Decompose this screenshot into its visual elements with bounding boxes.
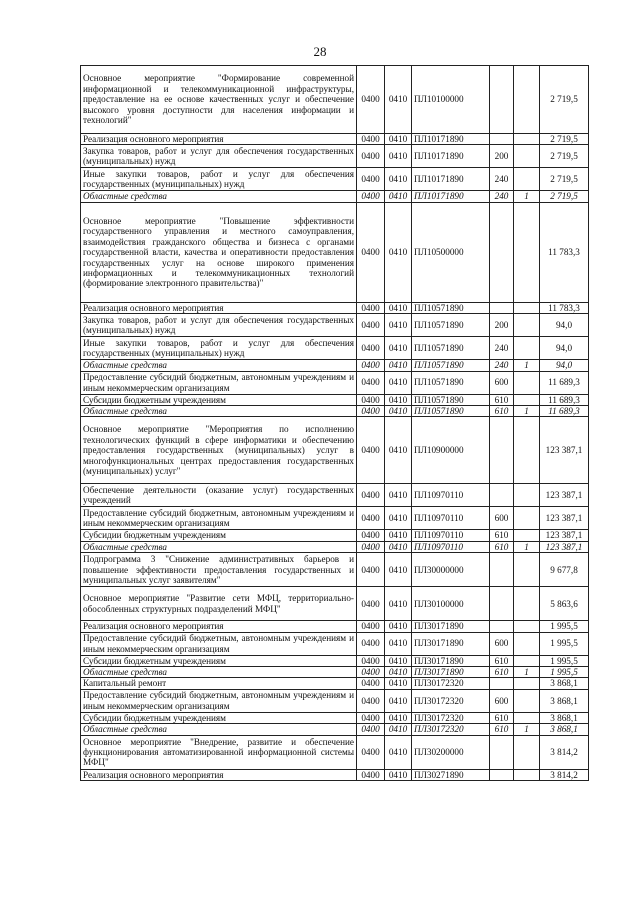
funding-source-code [514,134,540,145]
subsection-code: 0410 [385,667,412,678]
section-code: 0400 [357,587,385,621]
row-name: Областные средства [81,360,357,371]
funding-source-code [514,66,540,134]
row-name: Предоставление субсидий бюджетным, автономным учреждениям и иным некоммерческим организациям [81,689,357,712]
subsection-code: 0410 [385,530,412,541]
table-row [81,678,589,689]
expense-type-code: 610 [490,541,514,552]
table-row [81,134,589,145]
row-name: Закупка товаров, работ и услуг для обеспечения государственных (муниципальных) нужд [81,314,357,337]
funding-source-code: 1 [514,541,540,552]
target-article-code: ПЛ10571890 [412,371,490,394]
funding-source-code [514,769,540,780]
amount: 1 995,5 [540,655,589,666]
amount: 94,0 [540,337,589,360]
expense-type-code: 610 [490,667,514,678]
funding-source-code [514,484,540,507]
row-name: Предоставление субсидий бюджетным, автономным учреждениям и иным некоммерческим организациям [81,632,357,655]
amount: 1 995,5 [540,667,589,678]
subsection-code: 0410 [385,168,412,191]
target-article-code: ПЛ10571890 [412,314,490,337]
subsection-code: 0410 [385,541,412,552]
table-row [81,632,589,655]
expense-type-code [490,134,514,145]
table-row [81,302,589,313]
page-number: 28 [313,44,327,59]
expense-type-code: 240 [490,337,514,360]
target-article-code: ПЛ30172320 [412,689,490,712]
target-article-code: ПЛ10171890 [412,168,490,191]
expense-type-code [490,621,514,632]
amount: 3 868,1 [540,712,589,723]
table-row [81,191,589,202]
section-code: 0400 [357,530,385,541]
expense-type-code: 600 [490,689,514,712]
funding-source-code [514,587,540,621]
subsection-code: 0410 [385,712,412,723]
target-article-code: ПЛ30171890 [412,632,490,655]
funding-source-code [514,314,540,337]
expense-type-code: 610 [490,394,514,405]
row-name: Субсидии бюджетным учреждениям [81,394,357,405]
row-name: Субсидии бюджетным учреждениям [81,712,357,723]
row-name: Областные средства [81,724,357,735]
expense-type-code [490,553,514,587]
section-code: 0400 [357,302,385,313]
funding-source-code [514,302,540,313]
target-article-code: ПЛ10571890 [412,302,490,313]
funding-source-code [514,202,540,302]
target-article-code: ПЛ30171890 [412,655,490,666]
funding-source-code [514,168,540,191]
row-name: Основное мероприятие "Повышение эффективности государственного управления и местного самоуправления, взаимодействия гражданского общества и бизнеса с органами государственной власти, качества и оперативности предоставления государственных услуг на основе широкого применения информационных и телекоммуникационных технологий (формирование электронного правительства)" [81,202,357,302]
target-article-code: ПЛ10171890 [412,191,490,202]
section-code: 0400 [357,655,385,666]
amount: 3 814,2 [540,735,589,769]
subsection-code: 0410 [385,314,412,337]
amount: 9 677,8 [540,553,589,587]
row-name: Иные закупки товаров, работ и услуг для обеспечения государственных (муниципальных) нужд [81,337,357,360]
section-code: 0400 [357,145,385,168]
amount: 2 719,5 [540,168,589,191]
amount: 2 719,5 [540,66,589,134]
section-code: 0400 [357,735,385,769]
amount: 11 783,3 [540,202,589,302]
row-name: Реализация основного мероприятия [81,134,357,145]
table-row [81,168,589,191]
subsection-code: 0410 [385,724,412,735]
funding-source-code [514,394,540,405]
target-article-code: ПЛ30172320 [412,712,490,723]
row-name: Обеспечение деятельности (оказание услуг) государственных учреждений [81,484,357,507]
funding-source-code [514,530,540,541]
table-row [81,587,589,621]
row-name: Закупка товаров, работ и услуг для обеспечения государственных (муниципальных) нужд [81,145,357,168]
target-article-code: ПЛ30172320 [412,724,490,735]
funding-source-code [514,507,540,530]
amount: 123 387,1 [540,507,589,530]
target-article-code: ПЛ10571890 [412,394,490,405]
expense-type-code: 610 [490,530,514,541]
subsection-code: 0410 [385,337,412,360]
subsection-code: 0410 [385,417,412,484]
expense-type-code: 200 [490,314,514,337]
funding-source-code [514,655,540,666]
amount: 3 868,1 [540,678,589,689]
target-article-code: ПЛ10900000 [412,417,490,484]
amount: 123 387,1 [540,484,589,507]
funding-source-code [514,712,540,723]
funding-source-code [514,371,540,394]
table-row [81,553,589,587]
table-row [81,667,589,678]
amount: 1 995,5 [540,621,589,632]
row-name: Предоставление субсидий бюджетным, автономным учреждениям и иным некоммерческим организациям [81,507,357,530]
table-row [81,735,589,769]
amount: 2 719,5 [540,134,589,145]
row-name: Предоставление субсидий бюджетным, автономным учреждениям и иным некоммерческим организациям [81,371,357,394]
table-row [81,417,589,484]
target-article-code: ПЛ10571890 [412,360,490,371]
row-name: Реализация основного мероприятия [81,621,357,632]
section-code: 0400 [357,724,385,735]
table-row [81,530,589,541]
table-row [81,360,589,371]
funding-source-code [514,145,540,168]
expense-type-code [490,484,514,507]
expense-type-code [490,417,514,484]
expense-type-code [490,587,514,621]
row-name: Основное мероприятие "Развитие сети МФЦ, территориально-обособленных структурных подразделений МФЦ" [81,587,357,621]
subsection-code: 0410 [385,735,412,769]
row-name: Основное мероприятие "Внедрение, развитие и обеспечение функционирования автоматизированной информационной системы МФЦ" [81,735,357,769]
target-article-code: ПЛ10571890 [412,337,490,360]
expense-type-code: 610 [490,712,514,723]
table-row [81,621,589,632]
table-row [81,724,589,735]
amount: 3 868,1 [540,724,589,735]
amount: 11 783,3 [540,302,589,313]
subsection-code: 0410 [385,553,412,587]
table-row [81,202,589,302]
table-row [81,769,589,780]
row-name: Иные закупки товаров, работ и услуг для обеспечения государственных (муниципальных) нужд [81,168,357,191]
row-name: Основное мероприятие "Формирование современной информационной и телекоммуникационной инфраструктуры, предоставление на ее основе качественных услуг и обеспечение высокого уровня доступности для населения информации и технологий" [81,66,357,134]
target-article-code: ПЛ10571890 [412,406,490,417]
budget-table [80,65,589,781]
funding-source-code [514,417,540,484]
target-article-code: ПЛ30271890 [412,769,490,780]
row-name: Областные средства [81,541,357,552]
amount: 11 689,3 [540,394,589,405]
subsection-code: 0410 [385,302,412,313]
target-article-code: ПЛ10171890 [412,145,490,168]
amount: 11 689,3 [540,406,589,417]
section-code: 0400 [357,621,385,632]
target-article-code: ПЛ10100000 [412,66,490,134]
amount: 3 814,2 [540,769,589,780]
subsection-code: 0410 [385,655,412,666]
row-name: Субсидии бюджетным учреждениям [81,530,357,541]
row-name: Областные средства [81,191,357,202]
target-article-code: ПЛ30172320 [412,678,490,689]
section-code: 0400 [357,371,385,394]
table-row [81,507,589,530]
target-article-code: ПЛ30100000 [412,587,490,621]
table-row [81,484,589,507]
expense-type-code [490,678,514,689]
table-row [81,541,589,552]
subsection-code: 0410 [385,632,412,655]
subsection-code: 0410 [385,145,412,168]
row-name: Реализация основного мероприятия [81,769,357,780]
table-row [81,655,589,666]
section-code: 0400 [357,337,385,360]
expense-type-code: 600 [490,507,514,530]
expense-type-code: 600 [490,632,514,655]
row-name: Подпрограмма 3 "Снижение административных барьеров и повышение эффективности предоставления государственных и муниципальных услуг заявителям" [81,553,357,587]
target-article-code: ПЛ30171890 [412,621,490,632]
section-code: 0400 [357,191,385,202]
amount: 11 689,3 [540,371,589,394]
funding-source-code: 1 [514,360,540,371]
subsection-code: 0410 [385,587,412,621]
expense-type-code: 610 [490,655,514,666]
section-code: 0400 [357,553,385,587]
funding-source-code [514,689,540,712]
subsection-code: 0410 [385,406,412,417]
funding-source-code: 1 [514,406,540,417]
amount: 123 387,1 [540,541,589,552]
subsection-code: 0410 [385,678,412,689]
target-article-code: ПЛ10970110 [412,541,490,552]
expense-type-code [490,735,514,769]
table-row [81,406,589,417]
section-code: 0400 [357,417,385,484]
expense-type-code: 240 [490,360,514,371]
table-row [81,371,589,394]
subsection-code: 0410 [385,371,412,394]
subsection-code: 0410 [385,360,412,371]
section-code: 0400 [357,66,385,134]
table-row [81,145,589,168]
subsection-code: 0410 [385,484,412,507]
section-code: 0400 [357,507,385,530]
row-name: Субсидии бюджетным учреждениям [81,655,357,666]
target-article-code: ПЛ10171890 [412,134,490,145]
amount: 94,0 [540,360,589,371]
section-code: 0400 [357,689,385,712]
funding-source-code [514,553,540,587]
row-name: Областные средства [81,667,357,678]
section-code: 0400 [357,678,385,689]
section-code: 0400 [357,541,385,552]
table-row [81,394,589,405]
target-article-code: ПЛ10500000 [412,202,490,302]
subsection-code: 0410 [385,769,412,780]
table-row [81,712,589,723]
section-code: 0400 [357,168,385,191]
amount: 1 995,5 [540,632,589,655]
expense-type-code [490,202,514,302]
expense-type-code [490,769,514,780]
section-code: 0400 [357,202,385,302]
section-code: 0400 [357,360,385,371]
expense-type-code [490,302,514,313]
target-article-code: ПЛ10970110 [412,530,490,541]
row-name: Областные средства [81,406,357,417]
amount: 2 719,5 [540,191,589,202]
amount: 2 719,5 [540,145,589,168]
subsection-code: 0410 [385,191,412,202]
subsection-code: 0410 [385,394,412,405]
subsection-code: 0410 [385,621,412,632]
table-body [81,66,589,781]
section-code: 0400 [357,484,385,507]
table-row [81,314,589,337]
amount: 123 387,1 [540,530,589,541]
expense-type-code: 200 [490,145,514,168]
section-code: 0400 [357,394,385,405]
section-code: 0400 [357,134,385,145]
funding-source-code [514,678,540,689]
table-row [81,689,589,712]
funding-source-code [514,337,540,360]
table-row [81,337,589,360]
funding-source-code: 1 [514,724,540,735]
subsection-code: 0410 [385,66,412,134]
amount: 123 387,1 [540,417,589,484]
table-row [81,66,589,134]
row-name: Капитальный ремонт [81,678,357,689]
expense-type-code: 240 [490,168,514,191]
section-code: 0400 [357,406,385,417]
expense-type-code: 610 [490,406,514,417]
section-code: 0400 [357,667,385,678]
row-name: Основное мероприятие "Мероприятия по исполнению технологических функций в сфере информатики и обеспечению предоставления государственных (муниципальных) услуг в многофункциональных центрах предоставления государственных (муниципальных) услуг" [81,417,357,484]
amount: 3 868,1 [540,689,589,712]
section-code: 0400 [357,314,385,337]
subsection-code: 0410 [385,202,412,302]
target-article-code: ПЛ30171890 [412,667,490,678]
row-name: Реализация основного мероприятия [81,302,357,313]
section-code: 0400 [357,712,385,723]
target-article-code: ПЛ10970110 [412,484,490,507]
section-code: 0400 [357,632,385,655]
subsection-code: 0410 [385,689,412,712]
expense-type-code: 600 [490,371,514,394]
target-article-code: ПЛ30200000 [412,735,490,769]
subsection-code: 0410 [385,134,412,145]
funding-source-code [514,735,540,769]
target-article-code: ПЛ10970110 [412,507,490,530]
section-code: 0400 [357,769,385,780]
expense-type-code: 610 [490,724,514,735]
subsection-code: 0410 [385,507,412,530]
amount: 94,0 [540,314,589,337]
funding-source-code: 1 [514,667,540,678]
amount: 5 863,6 [540,587,589,621]
expense-type-code: 240 [490,191,514,202]
target-article-code: ПЛ30000000 [412,553,490,587]
funding-source-code: 1 [514,191,540,202]
funding-source-code [514,621,540,632]
funding-source-code [514,632,540,655]
expense-type-code [490,66,514,134]
